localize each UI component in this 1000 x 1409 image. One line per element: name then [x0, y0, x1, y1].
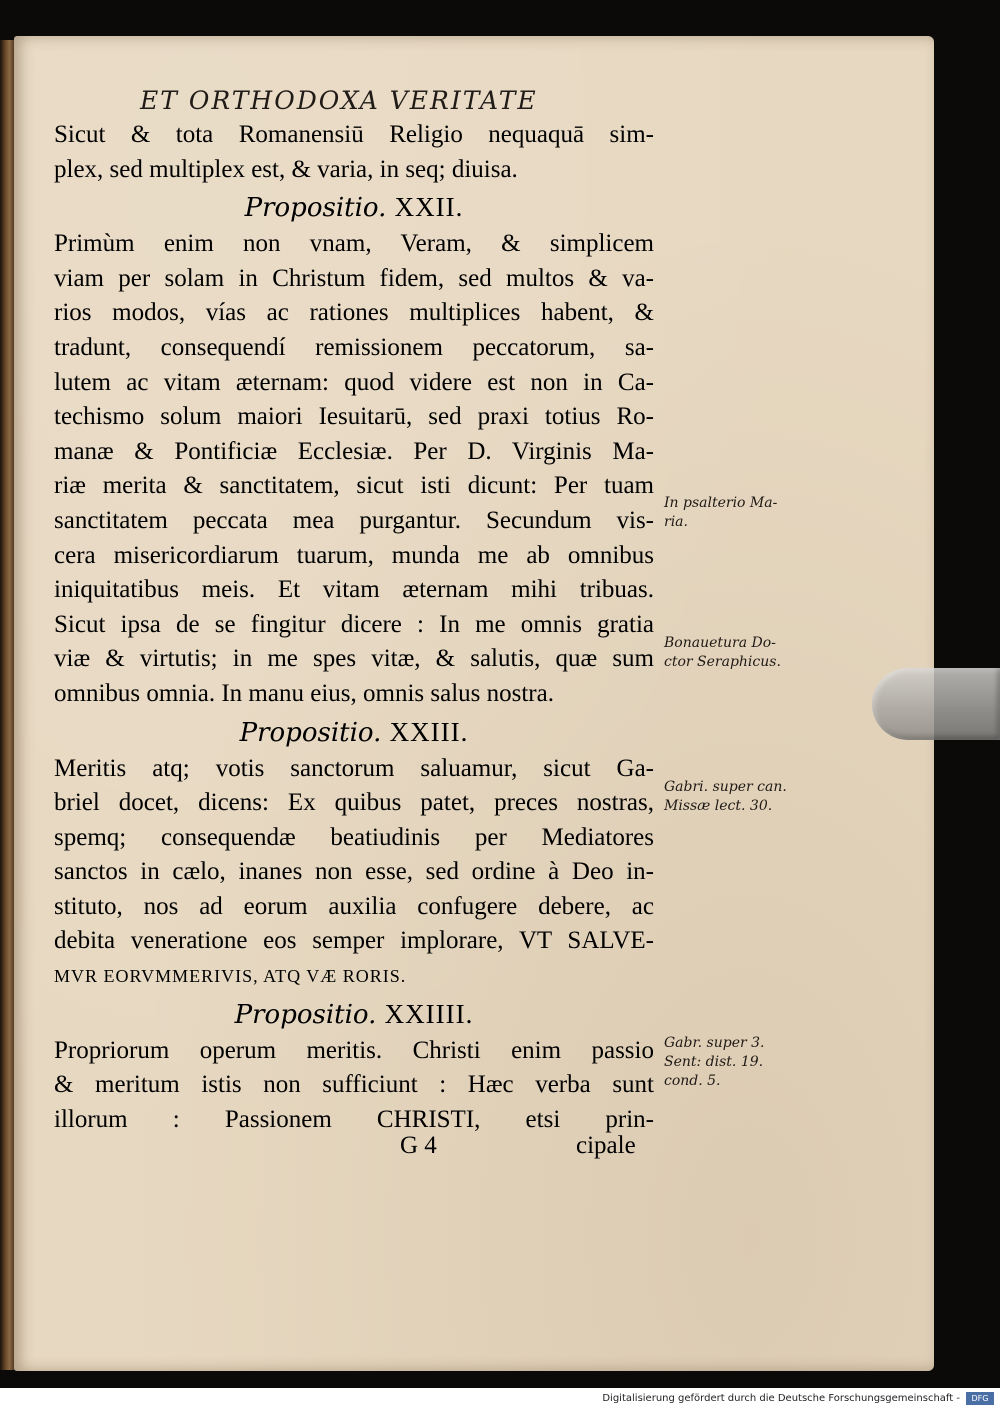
footer-bar [0, 1388, 1000, 1409]
text-line: rios modos, vías ac rationes multiplices habent, & [54, 299, 654, 327]
margin-note-line: Bonauetura Do- [664, 635, 776, 651]
heading-word: Propositio. [244, 193, 387, 224]
margin-note-line: In psalterio Ma- [664, 495, 778, 511]
margin-note-line: ctor Seraphicus. [664, 654, 781, 670]
heading-number: XXIII. [389, 716, 469, 747]
heading-number: XXIIII. [384, 998, 474, 1029]
text-line: debita veneratione eos semper implorare, VT SALVE- [54, 927, 654, 955]
heading-word: Propositio. [234, 999, 377, 1030]
text-line: sanctos in cælo, inanes non esse, sed ordine à Deo in- [54, 858, 654, 886]
text-line: Propriorum operum meritis. Christi enim passio [54, 1036, 654, 1064]
heading-word: Propositio. [239, 717, 382, 748]
text-line: Sicut & tota Romanensiū Religio nequaquā sim- [54, 121, 654, 148]
margin-note-line: Gabri. super can. [664, 779, 787, 795]
text-line: MVR EORVMMERIVIS, ATQ VÆ RORIS. [54, 966, 407, 987]
running-head: ET ORTHODOXA VERITATE [140, 86, 538, 115]
margin-note-line: cond. 5. [664, 1073, 721, 1089]
margin-note [664, 494, 834, 532]
margin-note-line: Missæ lect. 30. [664, 798, 773, 814]
proposition-heading-23 [54, 712, 654, 752]
margin-note [664, 1034, 834, 1091]
text-line: cera misericordiarum tuarum, munda me ab omnibus [54, 541, 654, 569]
text-line: omnibus omnia. In manu eius, omnis salus nostra. [54, 679, 554, 707]
text-line: sanctitatem peccata mea purgantur. Secundum vis- [54, 506, 654, 534]
text-line: manæ & Pontificiæ Ecclesiæ. Per D. Virginis Ma- [54, 437, 654, 465]
text-line: Meritis atq; votis sanctorum saluamur, sicut Ga- [54, 754, 654, 782]
margin-note [664, 634, 834, 672]
text-line: plex, sed multiplex est, & varia, in seq; diuisa. [54, 155, 518, 183]
text-line: iniquitatibus meis. Et vitam æternam mihi tribuas. [54, 576, 654, 604]
dfg-logo: DFG [966, 1392, 994, 1405]
margin-note-line: Gabr. super 3. [664, 1035, 765, 1051]
heading-number: XXII. [394, 192, 464, 223]
text-line: briel docet, dicens: Ex quibus patet, preces nostras, [54, 789, 654, 817]
text-line: viæ & virtutis; in me spes vitæ, & salutis, quæ sum [54, 645, 654, 673]
text-line: illorum : Passionem CHRISTI, etsi prin- [54, 1105, 654, 1133]
text-line: tradunt, consequendí remissionem peccatorum, sa- [54, 333, 654, 361]
proposition-heading-22 [54, 187, 654, 227]
text-line: spemq; consequendæ beatiudinis per Mediatores [54, 823, 654, 851]
margin-note [664, 778, 834, 816]
margin-note-line: Sent: dist. 19. [664, 1054, 764, 1070]
bookmark-tab [872, 668, 1000, 740]
text-line: Sicut ipsa de se fingitur dicere : In me omnis gratia [54, 610, 654, 638]
text-line: Primùm enim non vnam, Veram, & simplicem [54, 230, 654, 258]
text-line: & meritum istis non sufficiunt : Hæc verba sunt [54, 1071, 654, 1099]
text-line: riæ merita & sanctitatem, sicut isti dicunt: Per tuam [54, 472, 654, 500]
catchword: cipale [576, 1132, 636, 1159]
signature-mark: G 4 [400, 1132, 437, 1159]
text-line: viam per solam in Christum fidem, sed multos & va- [54, 264, 654, 292]
signature-line [54, 1132, 654, 1168]
text-block [54, 118, 654, 1137]
text-line: techismo solum maiori Iesuitarū, sed praxi totius Ro- [54, 403, 654, 431]
margin-note-line: ria. [664, 514, 688, 530]
footer-credit: Digitalisierung gefördert durch die Deutsche Forschungsgemeinschaft - [602, 1393, 960, 1404]
text-line: lutem ac vitam æternam: quod videre est non in Ca- [54, 368, 654, 396]
proposition-heading-24 [54, 994, 654, 1034]
text-line: stituto, nos ad eorum auxilia confugere debere, ac [54, 892, 654, 920]
